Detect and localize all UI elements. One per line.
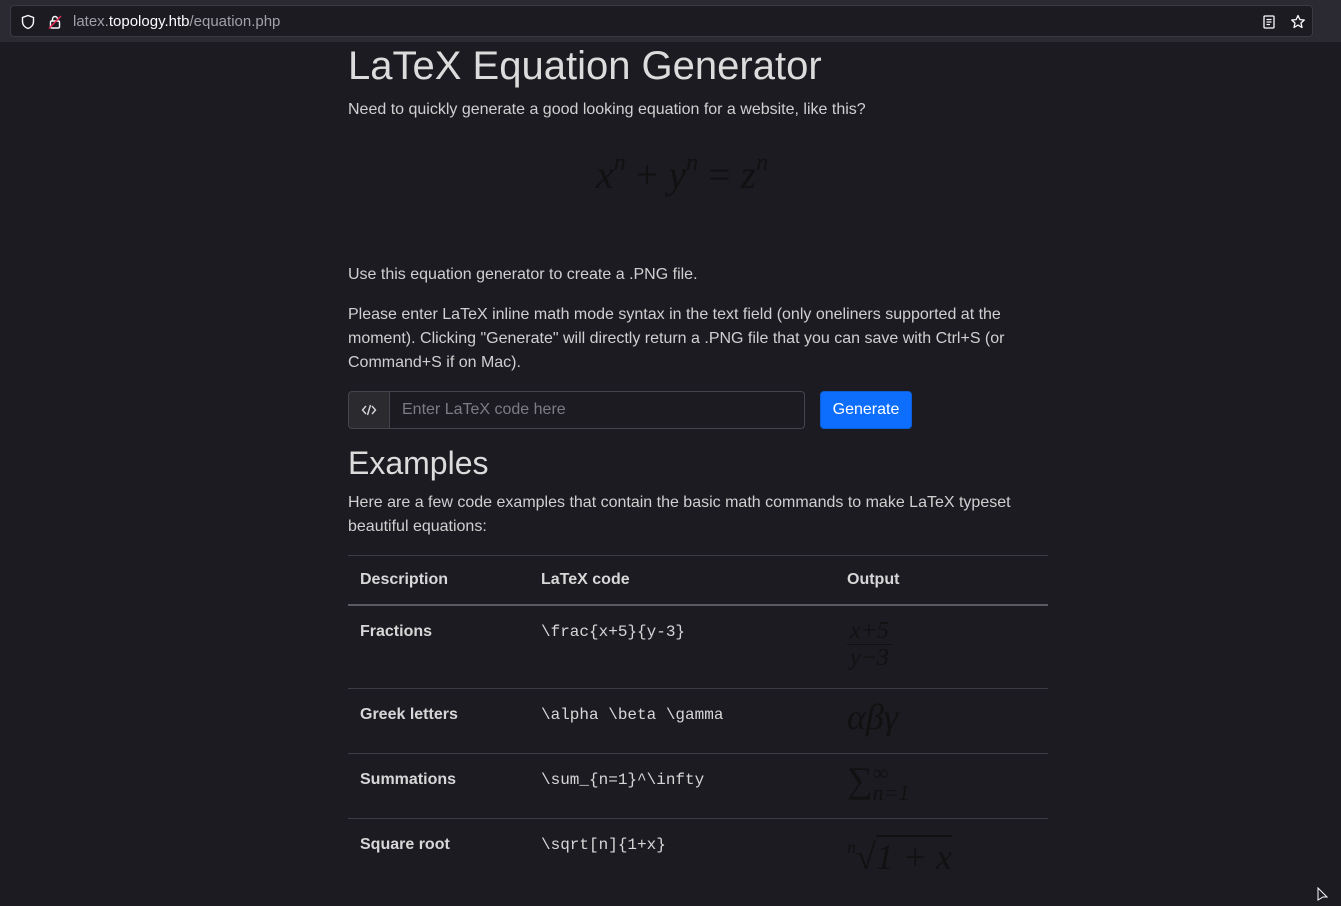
browser-toolbar — [0, 0, 1341, 42]
url-text[interactable]: latex.topology.htb/equation.php — [73, 13, 281, 30]
address-bar[interactable] — [10, 5, 1313, 37]
column-header-output: Output — [835, 556, 1048, 606]
row-description: Summations — [348, 753, 529, 818]
instructions-text: Please enter LaTeX inline math mode syntax in the text field (only oneliners supported at the moment). Clicking "Generate" will directly return a .PNG file that you can save with Ctrl+S (or Command+S if on Mac). — [348, 306, 1005, 371]
row-output-summation: ∑ ∞ n=1 — [835, 753, 1048, 818]
row-description: Fractions — [348, 605, 529, 688]
lock-insecure-icon[interactable] — [47, 14, 63, 30]
intro-text: Need to quickly generate a good looking equation for a website, like this? — [348, 101, 866, 118]
examples-heading: Examples — [348, 445, 489, 481]
table-header-row — [348, 556, 1048, 606]
latex-code-input[interactable] — [390, 391, 805, 429]
examples-table — [348, 555, 1048, 883]
row-description: Greek letters — [348, 688, 529, 753]
row-code: \sum_{n=1}^\infty — [529, 753, 835, 818]
row-output-fraction: $\frac{x+5}{y-3}$ — [835, 605, 1048, 688]
generate-button[interactable]: Generate — [820, 391, 912, 429]
row-description: Square root — [360, 835, 450, 853]
page-title: LaTeX Equation Generator — [348, 44, 822, 88]
column-header-latex-code: LaTeX code — [529, 556, 835, 606]
example-equation-image: $x^n + y^n = z^n$ — [596, 150, 769, 197]
column-header-description: Description — [348, 556, 529, 606]
row-code: \sqrt[n]{1+x} — [541, 835, 666, 854]
bookmark-star-icon[interactable] — [1290, 14, 1306, 30]
shield-icon[interactable] — [20, 14, 36, 30]
reader-view-icon[interactable] — [1261, 14, 1277, 30]
usage-text: Use this equation generator to create a .PNG file. — [348, 266, 698, 283]
mouse-cursor-icon — [1317, 887, 1329, 906]
table-row — [348, 605, 1048, 688]
row-output-sqrt: $^n$√1 + x — [847, 836, 953, 877]
row-code: \alpha \beta \gamma — [529, 688, 835, 753]
table-row — [348, 818, 1048, 883]
table-row — [348, 753, 1048, 818]
table-row — [348, 688, 1048, 753]
examples-intro: Here are a few code examples that contain the basic math commands to make LaTeX typeset beautiful equations: — [348, 494, 1011, 535]
code-icon — [348, 391, 390, 429]
row-code: \frac{x+5}{y-3} — [529, 605, 835, 688]
row-output-greek: αβγ — [835, 688, 1048, 753]
